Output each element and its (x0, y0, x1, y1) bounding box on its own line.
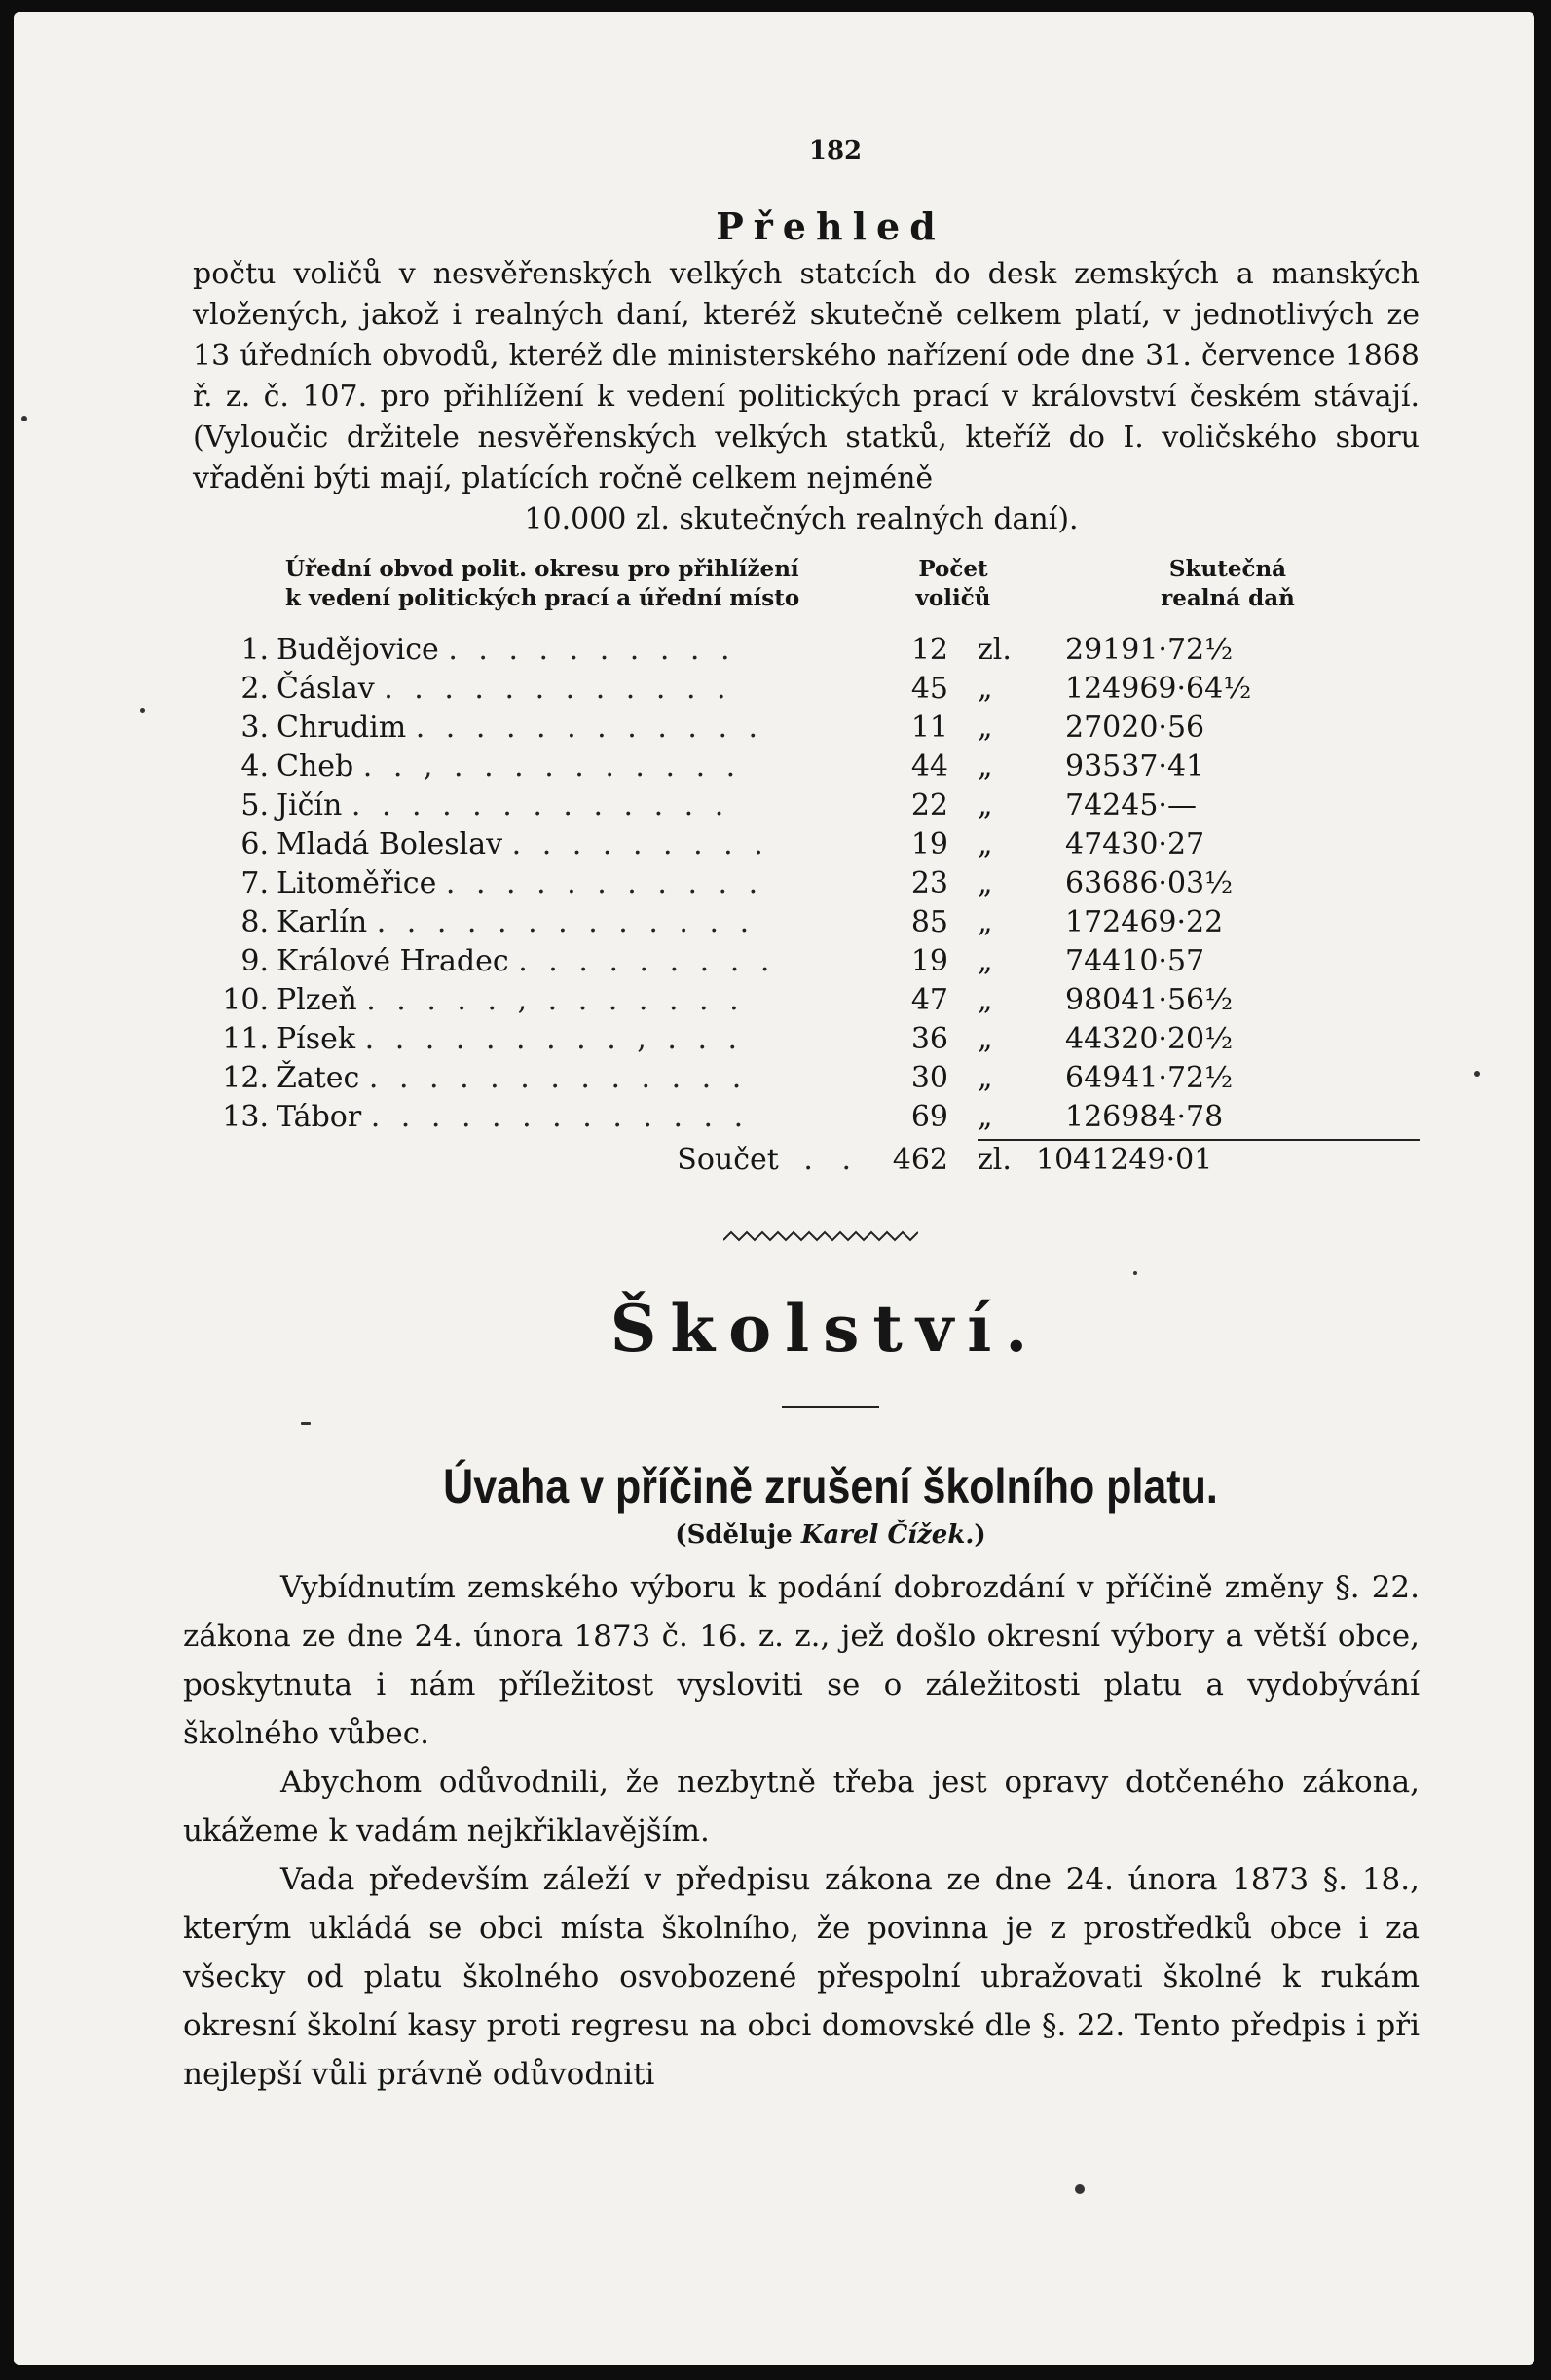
section-title: Školství. (609, 1291, 1042, 1367)
currency-unit: zl. (978, 633, 1012, 667)
district-cell (277, 631, 870, 670)
currency-unit: „ (978, 1061, 993, 1095)
voter-count: 47 (910, 983, 948, 1017)
overview-heading: Přehled (716, 204, 945, 248)
table-row (183, 864, 1420, 903)
intro-last-line: 10.000 zl. skutečných realných daní). (524, 502, 1079, 536)
author-name: Karel Čížek. (800, 1520, 975, 1550)
voter-count: 30 (910, 1061, 948, 1095)
table-row (183, 1020, 1420, 1059)
tax-amount: 93537·41 (1065, 750, 1205, 784)
district-name: Králové Hradec (277, 944, 509, 978)
leader-dots: . . . . . . . . . . . . . (376, 905, 756, 939)
row-number: 13. (222, 1100, 269, 1134)
row-number: 3. (240, 711, 269, 745)
currency-unit: „ (978, 905, 993, 939)
district-name: Budějovice (277, 633, 439, 667)
row-number: 8. (240, 905, 269, 939)
article-title: Úvaha v příčině zrušení školního platu. (443, 1459, 1218, 1514)
voter-count: 19 (910, 944, 948, 978)
voter-count: 23 (910, 866, 948, 900)
table-row (183, 903, 1420, 942)
voter-count: 45 (910, 672, 948, 706)
district-name: Žatec (277, 1061, 360, 1095)
article-body (183, 1563, 1420, 2099)
district-name: Tábor (277, 1100, 362, 1134)
tax-amount: 27020·56 (1065, 711, 1205, 745)
currency-unit: „ (978, 750, 993, 784)
table-row (183, 981, 1420, 1020)
row-number: 12. (222, 1061, 269, 1095)
district-cell (277, 787, 870, 825)
leader-dots: . . . . . . . . . (518, 944, 776, 978)
district-cell (277, 748, 870, 787)
district-cell (277, 1059, 870, 1098)
leader-dots: . . , . . . . . . . . . . (362, 750, 742, 784)
row-number: 2. (240, 672, 269, 706)
district-name: Písek (277, 1022, 356, 1056)
page-content (183, 136, 1420, 2099)
table-row (183, 1098, 1420, 1137)
district-cell (277, 903, 870, 942)
total-unit: zl. (978, 1143, 1012, 1177)
page-number: 182 (808, 136, 863, 165)
district-cell (277, 709, 870, 748)
total-amount: 1041249·01 (1036, 1143, 1213, 1177)
district-cell (277, 1098, 870, 1137)
table-row (183, 1059, 1420, 1098)
currency-unit: „ (978, 788, 993, 823)
table-total-row (183, 1140, 1420, 1180)
currency-unit: „ (978, 866, 993, 900)
district-name: Mladá Boleslav (277, 827, 503, 861)
tax-amount: 64941·72½ (1065, 1061, 1234, 1095)
district-name: Čáslav (277, 672, 375, 706)
voter-count: 11 (910, 711, 948, 745)
district-name: Jičín (277, 788, 343, 823)
currency-unit: „ (978, 711, 993, 745)
row-number: 11. (222, 1022, 269, 1056)
currency-unit: „ (978, 827, 993, 861)
tax-amount: 126984·78 (1065, 1100, 1224, 1134)
leader-dots: . . . . . , . . . . . . . (366, 983, 745, 1017)
currency-unit: „ (978, 944, 993, 978)
district-name: Karlín (277, 905, 368, 939)
district-name: Cheb (277, 750, 354, 784)
table-row (183, 709, 1420, 748)
district-cell (277, 942, 870, 981)
voter-count: 44 (910, 750, 948, 784)
leader-dots: . . . . . . . . . . (448, 633, 736, 667)
voter-count: 69 (910, 1100, 948, 1134)
district-name: Litoměřice (277, 866, 437, 900)
wave-ornament (222, 1225, 1420, 1252)
leader-dots: . . . . . . . . . . . . (415, 711, 764, 745)
table-row (183, 748, 1420, 787)
table-row (183, 631, 1420, 670)
currency-unit: „ (978, 672, 993, 706)
table-row (183, 670, 1420, 709)
currency-unit: „ (978, 1022, 993, 1056)
currency-unit: „ (978, 1100, 993, 1134)
district-cell (277, 1020, 870, 1059)
leader-dots: . . . . . . . . . , . . . (364, 1022, 744, 1056)
tax-amount: 74410·57 (1065, 944, 1205, 978)
leader-dots: . . . . . . . . . . . . (384, 672, 732, 706)
voter-count: 12 (910, 633, 948, 667)
header-voter-count: Počet voličů (915, 556, 991, 611)
total-label: Součet (677, 1142, 779, 1177)
district-cell (277, 825, 870, 864)
leader-dots: . . . . . . . . . . . . . (368, 1061, 748, 1095)
leader-dots: . . . . . . . . . (511, 827, 769, 861)
voter-count: 22 (910, 788, 948, 823)
district-name: Chrudim (277, 711, 407, 745)
paragraph: Vada především záleží v předpisu zákona ze dne 24. února 1873 §. 18., kterým ukládá se obci místa školního, že povinna je z prostředků obce i za všecky od platu školného osvobozené přespolní ubražovati školné k rukám okresní školní kasy proti regresu na obci domovské dle §. 22. Tento předpis i při nejlepší vůli právně odůvodniti (183, 1862, 1420, 2092)
paragraph: Abychom odůvodnili, že nezbytně třeba jest opravy dotčeného zákona, ukážeme k vadám nejkřiklavějším. (183, 1765, 1420, 1849)
paragraph: Vybídnutím zemského výboru k podání dobrozdání v příčině změny §. 22. zákona ze dne 24. února 1873 č. 16. z. z., jež došlo okresní výbory a větší obce, poskytnuta i nám příležitost vysloviti se o záležitosti platu a vydobývání školného vůbec. (183, 1570, 1420, 1751)
tax-amount: 124969·64½ (1065, 672, 1252, 706)
header-tax-amount: Skutečná realná daň (1161, 556, 1295, 611)
total-dots: . . (803, 1142, 861, 1177)
tax-amount: 172469·22 (1065, 905, 1224, 939)
district-cell (277, 670, 870, 709)
tax-amount: 63686·03½ (1065, 866, 1234, 900)
district-name: Plzeň (277, 983, 357, 1017)
voters-table (183, 554, 1420, 1180)
row-number: 10. (222, 983, 269, 1017)
table-row (183, 825, 1420, 864)
total-count: 462 (892, 1142, 948, 1177)
row-number: 9. (240, 944, 269, 978)
voter-count: 36 (910, 1022, 948, 1056)
row-number: 7. (240, 866, 269, 900)
table-row (183, 942, 1420, 981)
title-rule (782, 1406, 879, 1408)
leader-dots: . . . . . . . . . . . (445, 866, 764, 900)
tax-amount: 98041·56½ (1065, 983, 1234, 1017)
header-district: Úřední obvod polit. okresu pro přihlížení k vedení politických prací a úřední místo (285, 556, 800, 611)
intro-paragraph: počtu voličů v nesvěřenských velkých statcích do desk zemských a manských vložených, jakož i realných daní, kteréž skutečně celkem platí, v jednotlivých ze 13 úředních obvodů, kteréž dle ministerského nařízení ode dne 31. července 1868 ř. z. č. 107. pro přihlížení k vedení politických prací v království českém stávají. (Vyloučic držitele nesvěřenských velkých statků, kteříž do I. voličského sboru vřaděni býti mají, platících ročně celkem nejméně (193, 257, 1420, 495)
district-cell (277, 864, 870, 903)
page (14, 12, 1534, 2365)
row-number: 4. (240, 750, 269, 784)
leader-dots: . . . . . . . . . . . . . (370, 1100, 750, 1134)
district-cell (277, 981, 870, 1020)
row-number: 6. (240, 827, 269, 861)
tax-amount: 74245·— (1065, 788, 1197, 823)
table-row (183, 787, 1420, 825)
voter-count: 19 (910, 827, 948, 861)
leader-dots: . . . . . . . . . . . . . (351, 788, 730, 823)
tax-amount: 44320·20½ (1065, 1022, 1234, 1056)
currency-unit: „ (978, 983, 993, 1017)
tax-amount: 29191·72½ (1065, 633, 1234, 667)
article-byline: (Sděluje Karel Čížek.) (675, 1520, 986, 1550)
table-header-row (183, 554, 1420, 631)
row-number: 1. (240, 633, 269, 667)
tax-amount: 47430·27 (1065, 827, 1205, 861)
row-number: 5. (240, 788, 269, 823)
voter-count: 85 (910, 905, 948, 939)
